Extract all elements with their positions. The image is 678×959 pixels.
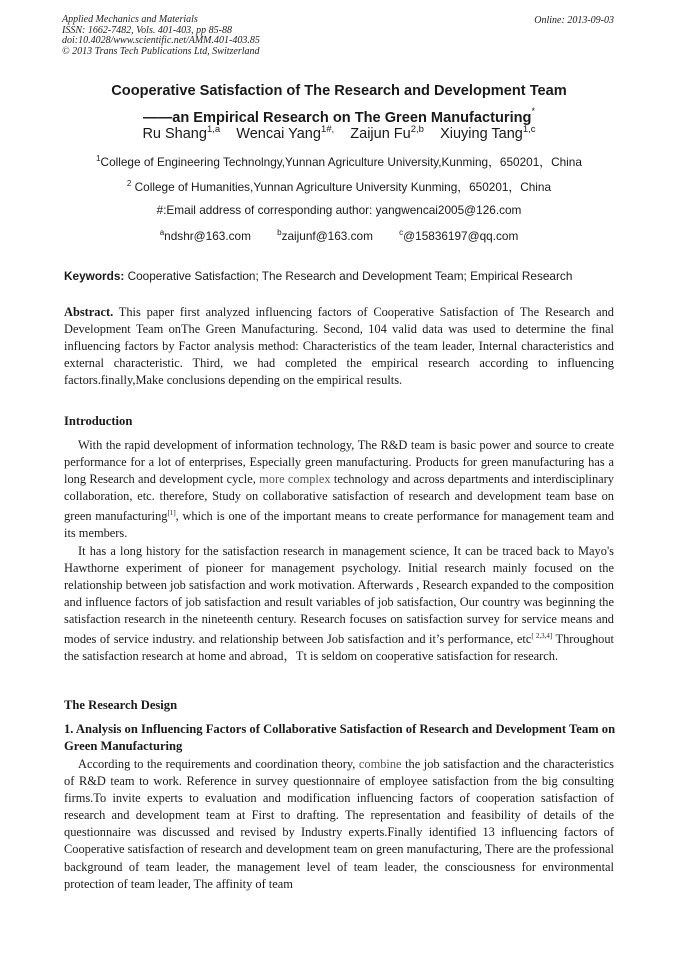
paragraph [64,756,614,893]
abstract-text: This paper first analyzed influencing factors of Cooperative Satisfaction of The Research and Development Team onThe Green Manufacturing. Second, 104 valid data was used to determine the final influencing factors by Factor analysis method: Characteristics of the team leader, Internal characteristics and external characteristic. Third, we had completed the empirical research according to influencing factors.finally,Make conclusions depending on the empirical results. [64,305,614,388]
email-entry[interactable] [277,228,373,243]
paragraph [64,437,614,543]
email-mark: b [277,228,282,237]
author-superscript: 2,b [410,124,424,135]
title-subtitle: ——an Empirical Research on The Green Manufacturing [143,110,532,126]
paragraph [64,543,614,666]
author-emails [30,228,648,243]
keywords-text: Cooperative Satisfaction; The Research and Development Team; Empirical Research [127,269,573,283]
abstract [64,304,614,389]
affiliation-mark: 2 [126,179,132,189]
text-run: According to the requirements and coordination theory, [78,757,359,771]
email-mark: c [399,228,404,237]
text-run: It has a long history for the satisfaction research in management science, It can be traced back to Mayo's Hawthorne experiment of pioneer for management psychology. Initial research mainly focused on the relationship between job satisfaction and work motivation. Afterwards , Research expanded to the composition and influence factors of job satisfaction and result variables of job satisfaction, Our country was beginning the satisfaction research in the nineteenth century. Research focuses on satisfaction survey for service means and modes of service industry. and relationship between Job satisfaction and it’s performance, etc [64,543,614,647]
issn-line: ISSN: 1662-7482, Vols. 401-403, pp 85-88 [62,24,232,36]
abstract-label: Abstract. [64,305,114,319]
section-heading-introduction: Introduction [64,414,133,428]
affiliation-1 [30,153,648,170]
email-mark: a [159,228,165,237]
text-run: more complex [259,472,331,487]
affiliation-mark: 1 [96,154,101,164]
author-superscript: 1#, [320,124,335,135]
title-footnote-mark: * [531,106,535,116]
design-body [64,756,614,893]
author-name: Xiuying Tang [440,125,523,142]
author-name: Zaijun Fu [350,125,411,142]
text-run: With the rapid development of information technology, The R&D team is basic power and source to create performance for a lot of enterprises, Especially green manufacturing. Products for green manufacturing has a long Research and development cycle, [64,438,614,487]
affiliation-2 [30,178,648,195]
email-address: @15836197@qq.com [403,228,519,243]
text-run: the job satisfaction and the characteristics of R&D team to work. Reference in survey questionnaire of employee satisfaction from the big consulting firms.To invite experts to evaluation and modification influencing factors of cooperation satisfaction of research and development team at First to drafting. The representation and feasibility of details of the questionnaire was discussed and revised by Industry experts.Finally identified 13 influencing factors of Cooperative satisfaction of research and development team on green manufacturing, There are the professional background of team leader, the management level of team leader, the consciousness for environmental protection of team leader, The affinity of team [64,757,614,891]
copyright-line: © 2013 Trans Tech Publications Ltd, Switzerland [62,45,260,57]
subsection-heading: 1. Analysis on Influencing Factors of Collaborative Satisfaction of Research and Development Team on Green Manufacturing [64,722,616,754]
email-address: zaijunf@163.com [281,228,373,243]
keywords-label: Keywords: [64,269,125,283]
text-run: technology and across departments and interdisciplinary collaboration, etc. therefore, Study on collaborative satisfaction of research and development team base on green manufacturing [64,472,614,524]
author-superscript: 1,c [522,124,536,135]
online-date: Online: 2013-09-03 [534,15,614,26]
author-name: Wencai Yang [236,125,321,142]
paper-title-line1: Cooperative Satisfaction of The Research and Development Team [111,83,567,99]
journal-name: Applied Mechanics and Materials [62,14,198,25]
author-superscript: 1,a [206,124,221,135]
email-address: ndshr@163.com [164,228,251,243]
journal-header [62,15,260,57]
keywords [64,269,572,283]
citation: [ 2,3,4] [531,632,553,641]
author-list [40,124,638,142]
doi-line: doi:10.4028/www.scientific.net/AMM.401-403.85 [62,35,260,47]
corresponding-email: #:Email address of corresponding author: yangwencai2005@126.com [156,203,522,217]
affiliation-text: College of Humanities,Yunnan Agriculture University Kunming，650201，China [134,180,552,194]
author-name: Ru Shang [142,125,207,142]
affiliation-text: College of Engineering Technolngy,Yunnan Agriculture University,Kunming，650201，China [100,155,582,169]
section-heading-research-design: The Research Design [64,698,178,712]
text-run: combine [358,757,402,771]
email-entry[interactable] [399,228,518,243]
text-run: , which is one of the important means to create performance for management team and its members. [64,509,614,541]
email-entry[interactable] [160,228,251,243]
text-run: Throughout the satisfaction research at home and abroad，Tt is seldom on cooperative satisfaction for research. [64,632,614,664]
introduction-body [64,437,614,665]
citation: [1] [167,509,176,518]
